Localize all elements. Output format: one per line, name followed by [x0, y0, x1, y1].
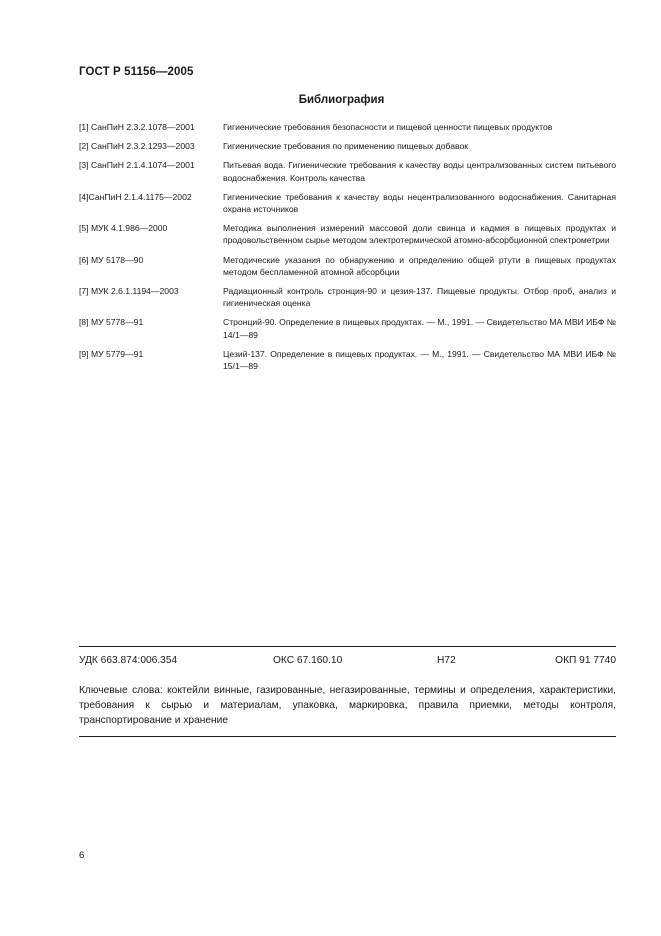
entry-code: [1] СанПиН 2.3.2.1078—2001 — [79, 122, 195, 132]
page-number: 6 — [79, 850, 85, 861]
bibliography-title: Библиография — [298, 94, 385, 106]
entry-text: Методика выполнения измерений массовой доли свинца и кадмия в пищевых продуктах и продовольственном сырье методом электротермической атомно-абсорбционной спектрометрии — [223, 223, 616, 246]
bibliography-entry — [79, 316, 616, 340]
okp-code: ОКП 91 7740 — [555, 655, 616, 666]
bibliography-entry — [79, 348, 616, 372]
entry-text: Методические указания по обнаружению и определению общей ртути в пищевых продуктах методом беспламенной атомной абсорбции — [223, 254, 616, 277]
bibliography-entry — [79, 159, 616, 183]
bibliography-entry — [79, 222, 616, 246]
entry-code: [4]СанПиН 2.1.4.1175—2002 — [79, 191, 192, 202]
h-code: Н72 — [437, 655, 456, 666]
divider-bottom — [79, 736, 616, 737]
keywords-text: Ключевые слова: коктейли винные, газированные, негазированные, термины и определения, характеристики, требования к сырью и материалам, упаковка, маркировка, правила приемки, методы контроля, транспортирование и хранение — [79, 685, 616, 726]
bibliography-entry — [79, 140, 616, 152]
udk-code: УДК 663.874:006.354 — [79, 655, 178, 666]
bibliography-list — [79, 121, 616, 379]
entry-code: [6] МУ 5178—90 — [79, 254, 144, 265]
entry-text: Гигиенические требования по применению пищевых добавок — [223, 141, 469, 152]
entry-text: Цезий-137. Определение в пищевых продуктах. — М., 1991. — Свидетельство МА МВИ ИБФ № 15/1—89 — [223, 348, 616, 372]
entry-text: Питьевая вода. Гигиенические требования к качеству воды централизованных систем питьевого водоснабжения. Контроль качества — [223, 160, 616, 183]
entry-code: [3] СанПиН 2.1.4.1074—2001 — [79, 160, 195, 171]
entry-text: Гигиенические требования безопасности и пищевой ценности пищевых продуктов — [223, 122, 553, 132]
oks-code: ОКС 67.160.10 — [273, 655, 343, 666]
divider-top — [79, 646, 616, 647]
bibliography-entry — [79, 285, 616, 309]
entry-code: [7] МУК 2.6.1.1194—2003 — [79, 286, 179, 297]
entry-code: [9] МУ 5779—91 — [79, 348, 144, 359]
document-code: ГОСТ Р 51156—2005 — [79, 66, 194, 78]
bibliography-entry — [79, 191, 616, 215]
entry-text: Стронций-90. Определение в пищевых продуктах. — М., 1991. — Свидетельство МА МВИ ИБФ № 14/1—89 — [223, 317, 616, 340]
entry-text: Гигиенические требования к качеству воды нецентрализованного водоснабжения. Санитарная охрана источников — [223, 191, 616, 215]
bibliography-entry — [79, 254, 616, 278]
entry-text: Радиационный контроль стронция-90 и цезия-137. Пищевые продукты. Отбор проб, анализ и гигиеническая оценка — [223, 286, 616, 309]
entry-code: [5] МУК 4.1.986—2000 — [79, 223, 168, 234]
entry-code: [8] МУ 5778—91 — [79, 317, 144, 328]
bibliography-entry — [79, 121, 616, 133]
entry-code: [2] СанПиН 2.3.2.1293—2003 — [79, 141, 195, 152]
